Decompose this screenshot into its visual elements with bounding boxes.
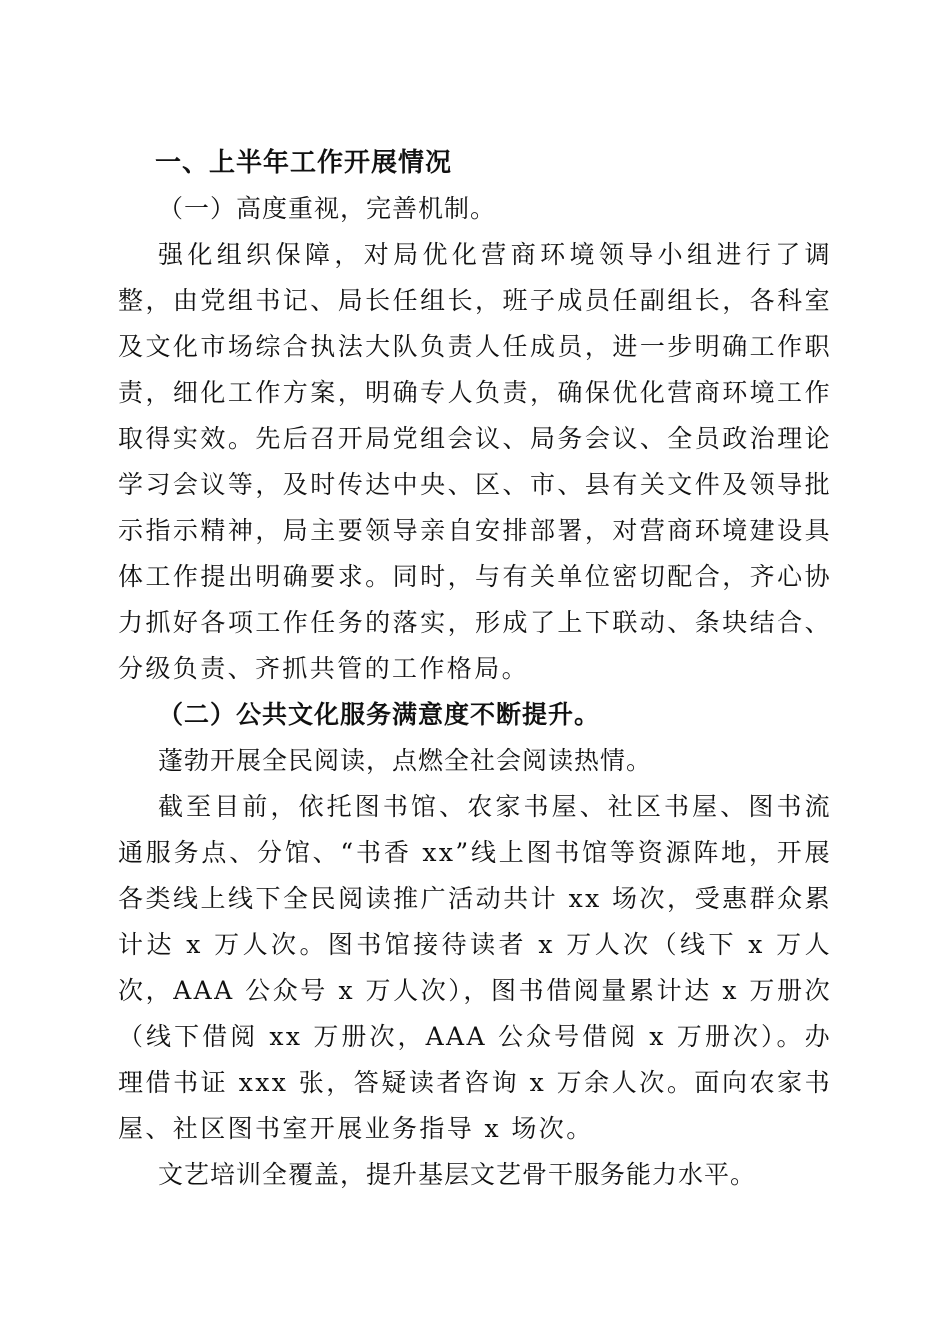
section-2-paragraph: 截至目前，依托图书馆、农家书屋、社区书屋、图书流通服务点、分馆、“书香 xx”线上图书馆等资源阵地，开展各类线上线下全民阅读推广活动共计 xx 场次，受惠群众累计达 x 万人次。图书馆接待读者 x 万人次（线下 x 万人次，AAA 公众号 x 万人次），图书借阅量累计达 x 万册次（线下借阅 xx 万册次，AAA 公众号借阅 x 万册次）。办理借书证 xxx 张，答疑读者咨询 x 万余人次。面向农家书屋、社区图书室开展业务指导 x 场次。 <box>118 792 832 1143</box>
section-3-subtitle: 文艺培训全覆盖，提升基层文艺骨干服务能力水平。 <box>158 1160 757 1189</box>
section-1-paragraph: 强化组织保障，对局优化营商环境领导小组进行了调整，由党组书记、局长任组长，班子成员任副组长，各科室及文化市场综合执法大队负责人任成员，进一步明确工作职责，细化工作方案，明确专人负责，确保优化营商环境工作取得实效。先后召开局党组会议、局务会议、全员政治理论学习会议等，及时传达中央、区、市、县有关文件及领导批示指示精神，局主要领导亲自安排部署，对营商环境建设具体工作提出明确要求。同时，与有关单位密切配合，齐心协力抓好各项工作任务的落实，形成了上下联动、条块结合、分级负责、齐抓共管的工作格局。 <box>118 240 832 683</box>
document-body <box>118 140 832 1198</box>
section-2-title: （二）公共文化服务满意度不断提升。 <box>158 700 601 729</box>
section-2-subtitle: 蓬勃开展全民阅读，点燃全社会阅读热情。 <box>158 746 653 775</box>
section-1-title: （一）高度重视，完善机制。 <box>158 194 497 223</box>
heading-level-1: 一、上半年工作开展情况 <box>155 148 453 178</box>
